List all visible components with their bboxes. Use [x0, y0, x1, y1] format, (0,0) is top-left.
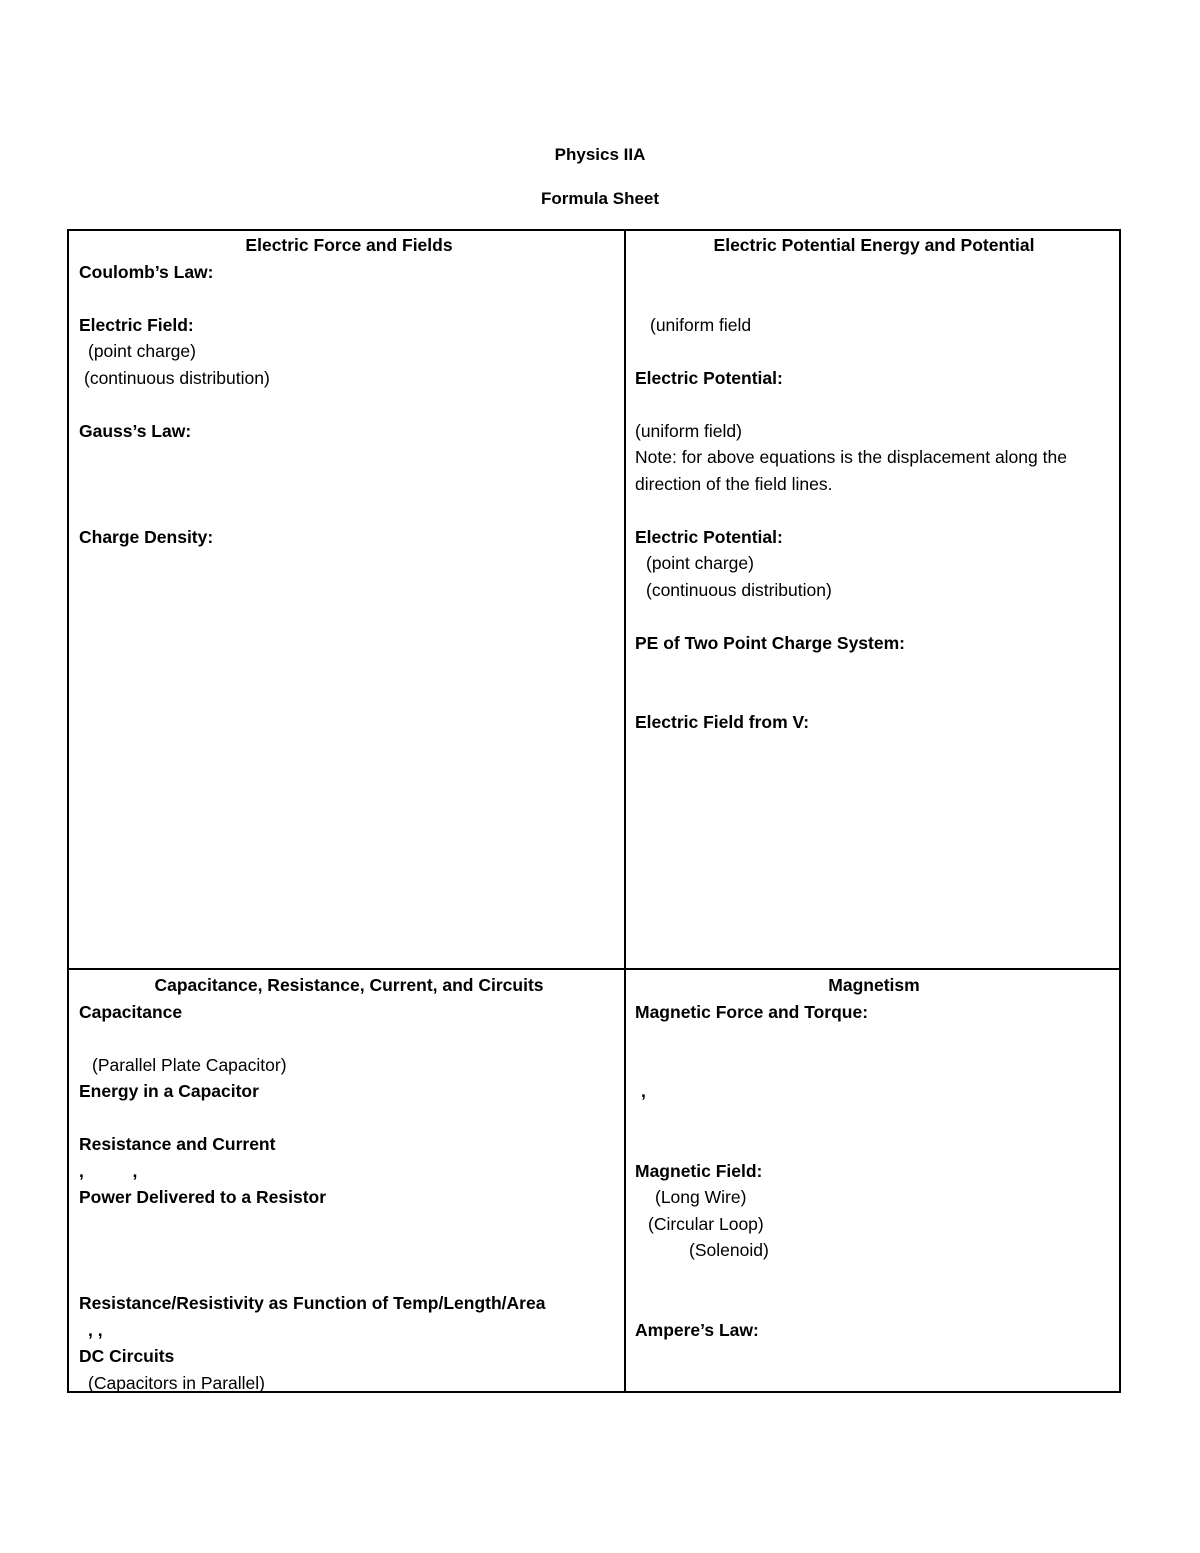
power-resistor-label: Power Delivered to a Resistor	[79, 1187, 327, 1207]
page-subtitle: Formula Sheet	[540, 189, 660, 208]
gauss-law-label: Gauss’s Law:	[79, 420, 192, 441]
charge-density-label: Charge Density:	[79, 526, 214, 547]
uniform-field-note: (uniform field)	[635, 420, 742, 441]
electric-potential-label: Electric Potential:	[635, 526, 783, 547]
pe-two-point-label: PE of Two Point Charge System:	[635, 632, 905, 653]
cell-heading: Electric Potential Energy and Potential	[713, 235, 1035, 255]
cell-heading: Electric Force and Fields	[245, 235, 453, 255]
resistivity-label: Resistance/Resistivity as Function of Temp/Length/Area	[79, 1293, 546, 1313]
amperes-law-label: Ampere’s Law:	[635, 1319, 759, 1340]
uniform-field-note: (uniform field	[650, 314, 752, 335]
cell-heading: Capacitance, Resistance, Current, and Circuits	[154, 975, 544, 995]
dc-circuits-label: DC Circuits	[79, 1346, 175, 1366]
cell-capacitance-circuits	[79, 972, 619, 1396]
parallel-plate-note: (Parallel Plate Capacitor)	[92, 1054, 287, 1075]
resistance-current-label: Resistance and Current	[79, 1134, 276, 1154]
separator-commas: , ,	[88, 1319, 103, 1340]
cell-magnetism	[635, 972, 1113, 1343]
force-torque-label: Magnetic Force and Torque:	[635, 1001, 869, 1022]
solenoid-note: (Solenoid)	[689, 1240, 769, 1260]
circular-loop-note: (Circular Loop)	[648, 1213, 764, 1234]
coulombs-law-label: Coulomb’s Law:	[79, 261, 214, 282]
field-from-v-label: Electric Field from V:	[635, 712, 810, 732]
magnetic-field-label: Magnetic Field:	[635, 1160, 763, 1181]
cell-electric-force-fields	[79, 232, 619, 550]
separator-commas: , ,	[79, 1160, 138, 1181]
page-title: Physics IIA	[554, 145, 646, 164]
electric-potential-label: Electric Potential:	[635, 367, 783, 388]
continuous-distribution-note: (continuous distribution)	[84, 367, 270, 388]
energy-capacitor-label: Energy in a Capacitor	[79, 1081, 259, 1101]
continuous-distribution-note: (continuous distribution)	[646, 579, 832, 600]
separator-comma: ,	[641, 1081, 646, 1101]
point-charge-note: (point charge)	[88, 341, 196, 361]
point-charge-note: (point charge)	[646, 553, 754, 573]
table-horizontal-divider	[67, 968, 1121, 970]
cell-heading: Magnetism	[828, 975, 920, 995]
capacitors-parallel-note: (Capacitors in Parallel)	[88, 1372, 266, 1393]
electric-field-label: Electric Field:	[79, 314, 194, 335]
capacitance-label: Capacitance	[79, 1001, 183, 1022]
table-vertical-divider	[624, 229, 626, 1393]
cell-electric-potential	[635, 232, 1113, 736]
long-wire-note: (Long Wire)	[655, 1187, 747, 1207]
displacement-note: Note: for above equations is the displacement along the direction of the field lines.	[635, 447, 1067, 494]
